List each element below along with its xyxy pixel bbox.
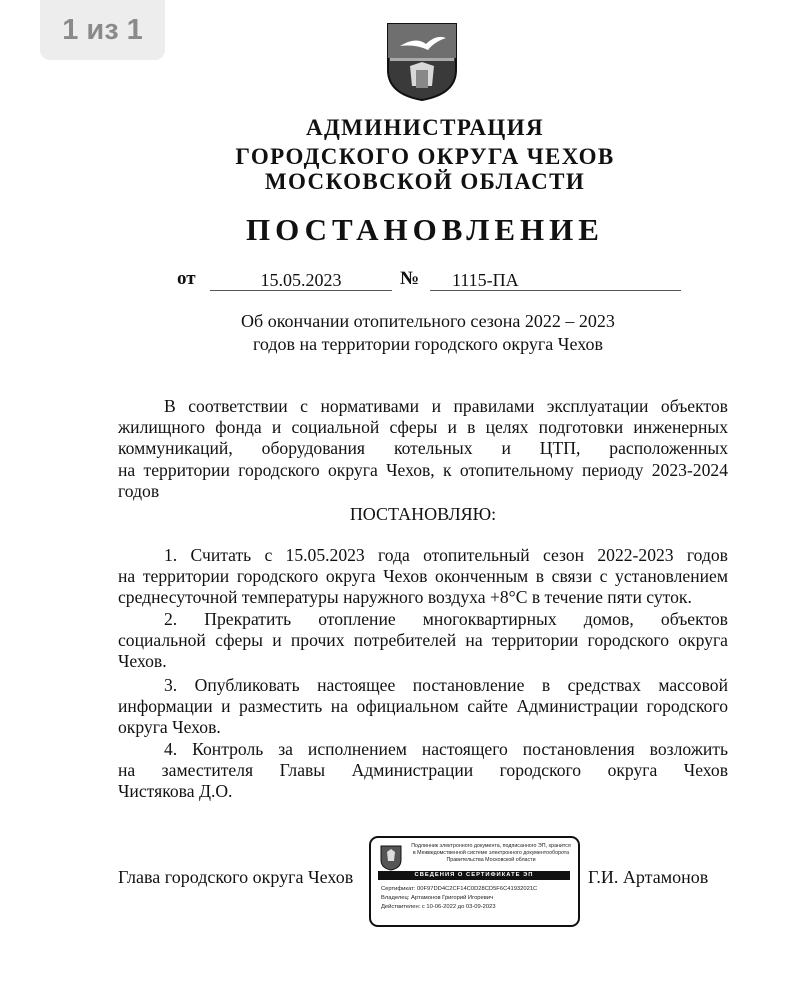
document-date: 15.05.2023 <box>210 270 392 291</box>
preamble-paragraph <box>118 396 728 502</box>
item-line: социальной сферы и прочих потребителей на территории городского округа <box>118 630 728 651</box>
stamp-notice: Подлинник электронного документа, подписанного ЭП, хранится в Межведомственной системе электронного документооборота Правительства Московской области <box>411 843 571 863</box>
item-3 <box>118 675 728 739</box>
preamble-line: жилищного фонда и социальной сферы и в целях подготовки инженерных <box>118 417 728 438</box>
stamp-title: СВЕДЕНИЯ О СЕРТИФИКАТЕ ЭП <box>378 871 570 880</box>
subject-line-2: годов на территории городского округа Чехов <box>252 334 604 354</box>
preamble-line: коммуникаций, оборудования котельных и ЦТП, расположенных <box>118 438 728 459</box>
item-1 <box>118 545 728 609</box>
item-line: среднесуточной температуры наружного воздуха +8°С в течение пяти суток. <box>118 587 692 608</box>
page-counter[interactable]: 1 из 1 <box>40 0 165 60</box>
preamble-line: на территории городского округа Чехов, к отопительному периоду 2023-2024 <box>118 459 728 480</box>
item-line: 4. Контроль за исполнением настоящего постановления возложить <box>164 739 728 759</box>
signatory-position: Глава городского округа Чехов <box>118 867 354 887</box>
stamp-validity: Действителен: с 10-06-2022 до 03-09-2023 <box>381 904 496 910</box>
document-number: 1115-ПА <box>430 270 681 291</box>
stamp-certificate: Сертификат: 00F97DD4C2CF14C0D28CD5F6C41932021C <box>381 886 538 892</box>
item-line: информации и разместить на официальном сайте Администрации городского <box>118 696 728 717</box>
org-line-1: АДМИНИСТРАЦИЯ <box>305 115 545 140</box>
item-4 <box>118 739 728 803</box>
resolve-heading: ПОСТАНОВЛЯЮ: <box>349 504 497 524</box>
item-line: Чехов. <box>118 651 167 672</box>
date-label: от <box>177 268 196 289</box>
stamp-details <box>381 885 571 912</box>
document-type-title: ПОСТАНОВЛЕНИЕ <box>246 212 604 247</box>
preamble-line: В соответствии с нормативами и правилами эксплуатации объектов <box>164 396 728 416</box>
moscow-region-emblem-icon <box>380 845 402 871</box>
item-line: Чистякова Д.О. <box>118 781 233 802</box>
item-line: округа Чехов. <box>118 717 221 738</box>
item-2 <box>118 609 728 673</box>
item-line: 1. Считать с 15.05.2023 года отопительный сезон 2022-2023 годов <box>164 545 728 565</box>
coat-of-arms-icon <box>386 22 458 102</box>
subject-line-1: Об окончании отопительного сезона 2022 – 2023 <box>241 311 615 331</box>
item-line: на территории городского округа Чехов оконченным в связи с установлением <box>118 566 728 587</box>
number-label: № <box>400 268 420 289</box>
preamble-line: годов <box>118 480 160 501</box>
org-line-2: ГОРОДСКОГО ОКРУГА ЧЕХОВ <box>235 144 615 169</box>
org-line-3: МОСКОВСКОЙ ОБЛАСТИ <box>264 169 586 194</box>
signatory-name: Г.И. Артамонов <box>588 867 709 887</box>
item-line: 2. Прекратить отопление многоквартирных домов, объектов <box>164 609 728 629</box>
item-line: на заместителя Главы Администрации городского округа Чехов <box>118 760 728 781</box>
item-line: 3. Опубликовать настоящее постановление в средствах массовой <box>164 675 728 695</box>
stamp-owner: Владелец: Артамонов Григорий Игоревич <box>381 895 494 901</box>
electronic-signature-stamp <box>369 836 580 927</box>
